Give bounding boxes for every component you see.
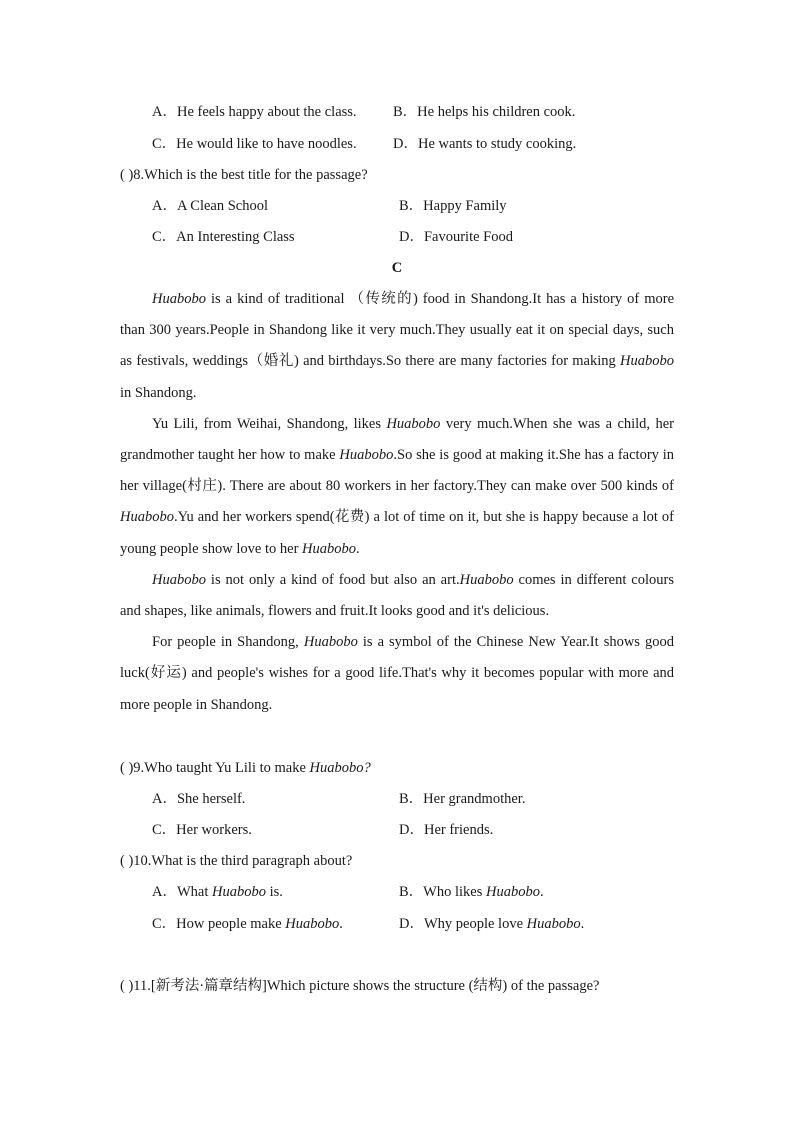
section-c-label: C: [391, 260, 403, 276]
q7-option-b: B．He helps his children cook.: [393, 104, 576, 120]
italic-term: Huabobo: [620, 353, 674, 370]
q9-stem: [120, 758, 371, 778]
q8-option-d: D．Favourite Food: [399, 229, 513, 245]
q10-b-italic: Huabobo: [486, 884, 540, 900]
q10-option-c: [152, 914, 343, 934]
q7-option-d: D．He wants to study cooking.: [393, 136, 577, 152]
q8-option-b: B．Happy Family: [399, 198, 507, 214]
q9-option-c: C．Her workers.: [152, 822, 252, 838]
text-run: very much.When she was a child, her grandmother taught her how to make: [120, 415, 674, 464]
passage: [120, 284, 674, 721]
q10-d-italic: Huabobo: [526, 916, 581, 932]
text-run: Yu Lili, from Weihai, Shandong, likes: [152, 415, 387, 432]
q10-c-post: .: [339, 916, 343, 932]
q10-a-post: is.: [265, 884, 283, 900]
q10-stem: ( )10.What is the third paragraph about?: [120, 853, 353, 869]
paragraph-3: [120, 565, 674, 627]
text-run: in Shandong.: [120, 384, 197, 401]
q9-option-d: D．Her friends.: [399, 822, 494, 838]
q10-a-italic: Huabobo: [212, 884, 266, 900]
italic-term: Huabobo: [303, 634, 358, 651]
q10-option-d: [399, 914, 584, 934]
paragraph-2: [120, 409, 674, 565]
text-run: comes in different colours and shapes, like animals, flowers and fruit.It looks good and it's delicious.: [120, 571, 674, 620]
q9-stem-text: ( )9.Who taught Yu Lili to make: [120, 760, 310, 776]
italic-term: Huabobo: [339, 447, 394, 464]
q10-c-pre: C．How people make: [152, 916, 286, 932]
italic-term: Huabobo: [459, 571, 514, 588]
text-run: is a kind of traditional （传统的) food in Shandong.It has a history of more than 300 years.People in Shandong like it very much.They usually eat it on special days, such as festivals, weddings（婚礼) and birthdays.So there are many factories for making: [120, 291, 674, 370]
text-run: .Yu and her workers spend(花费) a lot of time on it, but she is happy because a lot of young people show love to her: [120, 509, 674, 557]
q10-d-post: .: [580, 916, 585, 932]
text-run: .: [356, 540, 360, 557]
italic-term: Huabobo: [152, 291, 206, 307]
q10-option-a: [152, 882, 283, 902]
text-run: is a symbol of the Chinese New Year.It shows good luck(好运) and people's wishes for a good life.That's why it becomes popular with more and more people in Shandong.: [120, 634, 674, 713]
q10-b-pre: B．Who likes: [399, 884, 486, 900]
q10-c-italic: Huabobo: [285, 916, 340, 932]
text-run: .So she is good at making it.She has a factory in her village(村庄). There are about 80 workers in her factory.They can make over 500 kinds of: [120, 447, 674, 495]
q8-option-c: C．An Interesting Class: [152, 229, 295, 245]
paragraph-1: [120, 284, 674, 409]
paragraph-4: [120, 627, 674, 721]
italic-term: Huabobo: [120, 509, 174, 526]
italic-term: Huabobo: [302, 540, 357, 557]
q10-a-pre: A．What: [152, 884, 212, 900]
text-run: is not only a kind of food but also an art.: [205, 571, 460, 588]
q11-stem: ( )11.[新考法·篇章结构]Which picture shows the structure (结构) of the passage?: [120, 978, 600, 994]
q7-option-c: C．He would like to have noodles.: [152, 136, 357, 152]
q10-b-post: .: [539, 884, 544, 900]
q8-option-a: A．A Clean School: [152, 198, 268, 214]
text-run: For people in Shandong,: [152, 634, 304, 651]
q9-option-b: B．Her grandmother.: [399, 791, 526, 807]
italic-term: Huabobo: [152, 571, 206, 588]
q7-option-a: A．He feels happy about the class.: [152, 104, 357, 120]
q8-stem: ( )8.Which is the best title for the passage?: [120, 167, 368, 183]
q10-d-pre: D．Why people love: [399, 916, 527, 932]
q9-stem-italic: Huabobo?: [309, 760, 371, 776]
italic-term: Huabobo: [386, 415, 441, 432]
q9-option-a: A．She herself.: [152, 791, 246, 807]
q10-option-b: [399, 882, 544, 902]
